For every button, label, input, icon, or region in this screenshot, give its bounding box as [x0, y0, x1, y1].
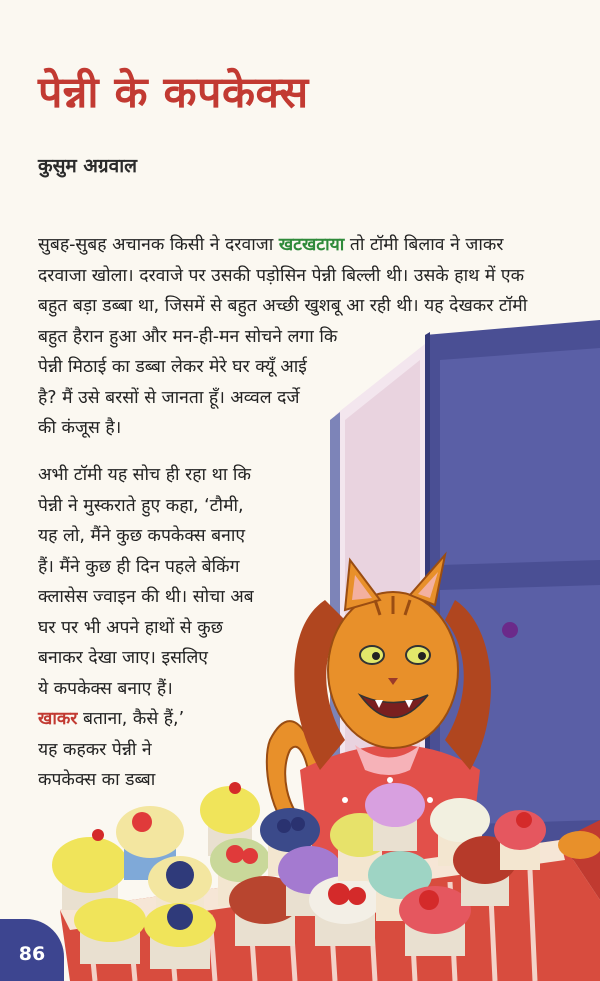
- paragraph-2-line-8: ये कपकेक्स बनाए हैं।: [38, 678, 173, 699]
- paragraph-2-line-7: बनाकर देखा जाए। इसलिए: [38, 648, 208, 668]
- paragraph-2-line-5: क्लासेस ज्वाइन की थी। सोचा अब: [38, 587, 254, 607]
- highlight-word: खाकर: [38, 709, 78, 729]
- paragraph-1-line-7: की कंजूस है।: [38, 418, 122, 438]
- paragraph-1: [38, 230, 527, 444]
- paragraph-2: [38, 460, 254, 796]
- paragraph-1-line-1: सुबह-सुबह अचानक किसी ने दरवाजा खटखटाया तो टॉमी बिलाव ने जाकर: [38, 235, 504, 255]
- paragraph-1-line-4: बहुत हैरान हुआ और मन-ही-मन सोचने लगा कि: [38, 326, 338, 347]
- paragraph-2-line-6: घर पर भी अपने हाथों से कुछ: [38, 617, 223, 638]
- paragraph-2-line-2: पेन्नी ने मुस्कराते हुए कहा, ‘टौमी,: [38, 495, 244, 516]
- paragraph-2-line-1: अभी टॉमी यह सोच ही रहा था कि: [38, 465, 251, 485]
- paragraph-1-line-6: है? मैं उसे बरसों से जानता हूँ। अव्वल दर्जे: [38, 387, 300, 408]
- paragraph-1-line-3: बहुत बड़ा डब्बा था, जिसमें से बहुत अच्छी खुशबू आ रही थी। यह देखकर टॉमी: [38, 296, 528, 316]
- paragraph-1-line-2: दरवाजा खोला। दरवाजे पर उसकी पड़ोसिन पेन्नी बिल्ली थी। उसके हाथ में एक: [38, 265, 525, 286]
- paragraph-1-line-5: पेन्नी मिठाई का डब्बा लेकर मेरे घर क्यूँ आई: [38, 357, 307, 377]
- paragraph-2-line-3: यह लो, मैंने कुछ कपकेक्स बनाए: [38, 526, 246, 546]
- author-name: कुसुम अग्रवाल: [38, 155, 138, 177]
- page-number: 86: [0, 919, 64, 981]
- paragraph-2-line-10: यह कहकर पेन्नी ने: [38, 739, 152, 760]
- paragraph-2-line-9: खाकर बताना, कैसे हैं,’: [38, 709, 185, 729]
- story-title: पेन्नी के कपकेक्स: [38, 68, 309, 118]
- paragraph-2-line-4: हैं। मैंने कुछ ही दिन पहले बेकिंग: [38, 556, 240, 577]
- highlight-word: खटखटाया: [278, 235, 345, 255]
- paragraph-2-line-11: कपकेक्स का डब्बा: [38, 770, 156, 790]
